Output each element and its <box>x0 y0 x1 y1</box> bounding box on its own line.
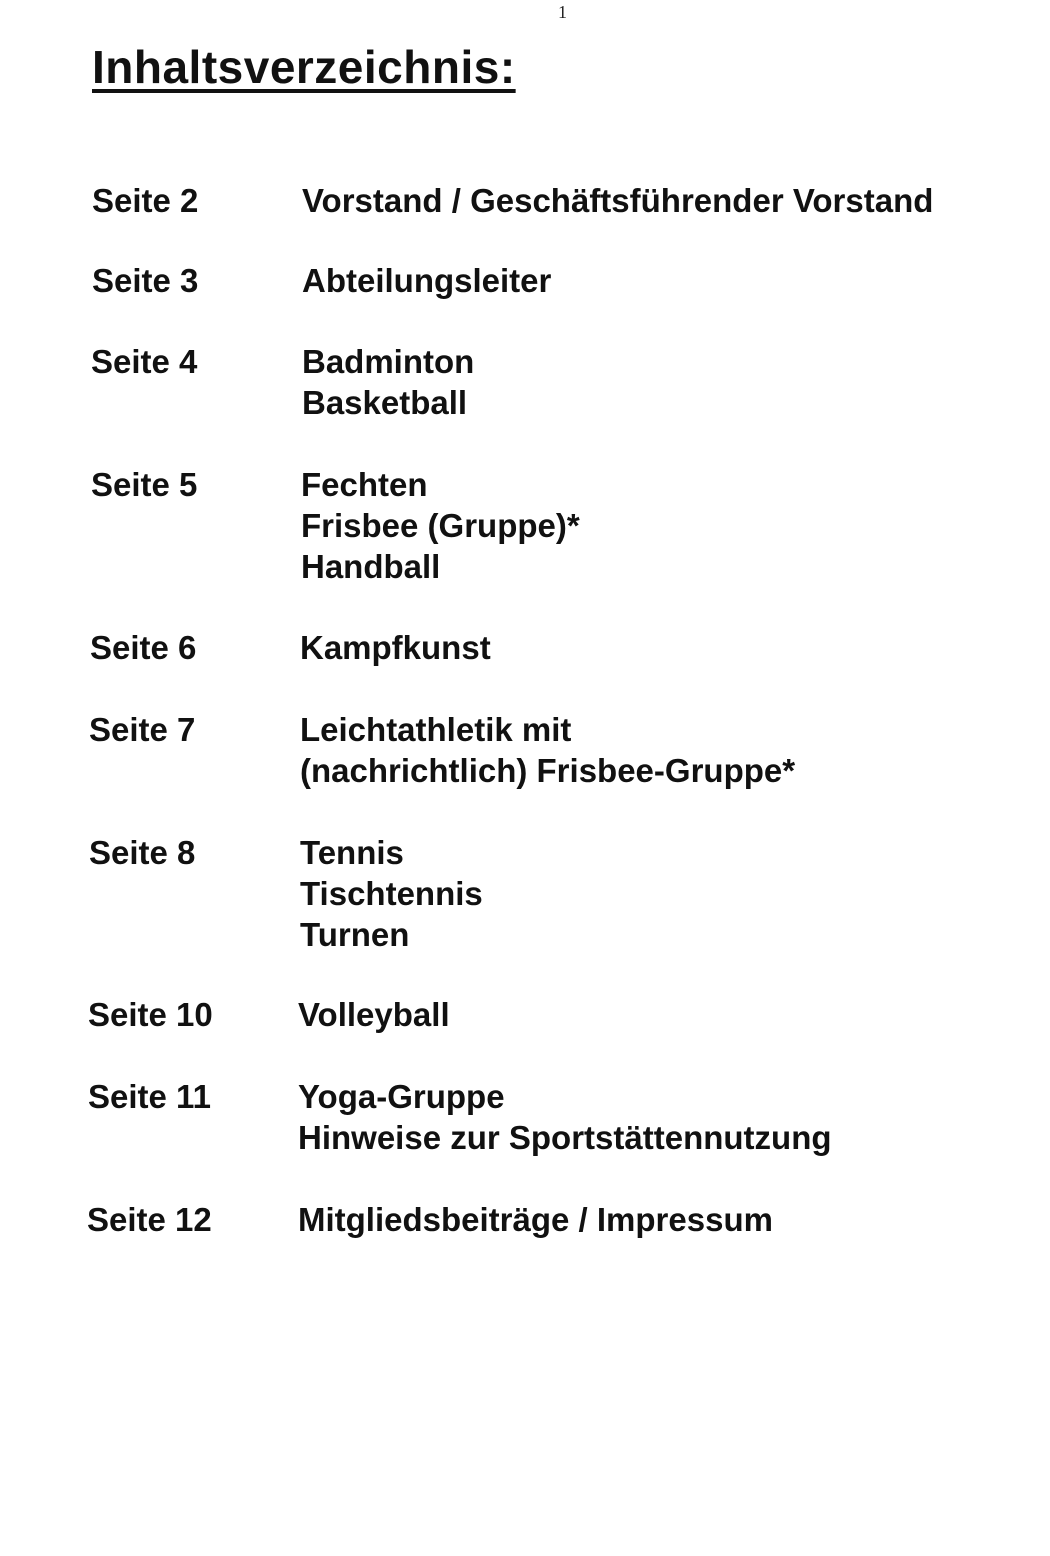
toc-topics <box>301 464 580 587</box>
page-number: 1 <box>558 2 567 22</box>
toc-topic: Tennis <box>300 834 404 871</box>
toc-topic: Vorstand / Geschäftsführender Vorstand <box>302 182 934 219</box>
toc-topics <box>300 832 483 955</box>
toc-page-number: Seite 11 <box>88 1078 211 1115</box>
toc-topic: Fechten <box>301 466 428 503</box>
toc-topics <box>300 627 491 668</box>
toc-topics <box>302 341 474 423</box>
toc-topics <box>302 260 551 301</box>
toc-topic: Frisbee (Gruppe)* <box>301 507 580 544</box>
toc-topics <box>302 180 933 221</box>
toc-page-number: Seite 7 <box>89 711 196 748</box>
toc-topics <box>298 1199 773 1240</box>
toc-topics <box>300 709 795 791</box>
toc-topic: Handball <box>301 548 441 585</box>
toc-topic: Hinweise zur Sportstättennutzung <box>298 1119 832 1156</box>
toc-topic: Abteilungsleiter <box>302 262 552 299</box>
toc-topic: Leichtathletik mit <box>300 711 572 748</box>
toc-page-number: Seite 5 <box>91 466 198 503</box>
toc-page-number: Seite 6 <box>90 629 197 666</box>
toc-topic: Volleyball <box>298 996 450 1033</box>
page-title: Inhaltsverzeichnis: <box>92 41 516 93</box>
toc-page-number: Seite 2 <box>92 182 199 219</box>
toc-page-number: Seite 8 <box>89 834 196 871</box>
toc-topic: (nachrichtlich) Frisbee-Gruppe* <box>300 752 796 789</box>
toc-topic: Turnen <box>300 916 410 953</box>
toc-topic: Kampfkunst <box>300 629 491 666</box>
toc-topic: Tischtennis <box>300 875 483 912</box>
toc-topics <box>298 1076 832 1158</box>
toc-topic: Yoga-Gruppe <box>298 1078 505 1115</box>
toc-topic: Badminton <box>302 343 475 380</box>
toc-topic: Mitgliedsbeiträge / Impressum <box>298 1201 773 1238</box>
toc-page-number: Seite 12 <box>87 1201 212 1238</box>
toc-page-number: Seite 10 <box>88 996 213 1033</box>
toc-page-number: Seite 4 <box>91 343 198 380</box>
toc-topic: Basketball <box>302 384 468 421</box>
toc-page-number: Seite 3 <box>92 262 199 299</box>
toc-topics <box>298 994 450 1035</box>
